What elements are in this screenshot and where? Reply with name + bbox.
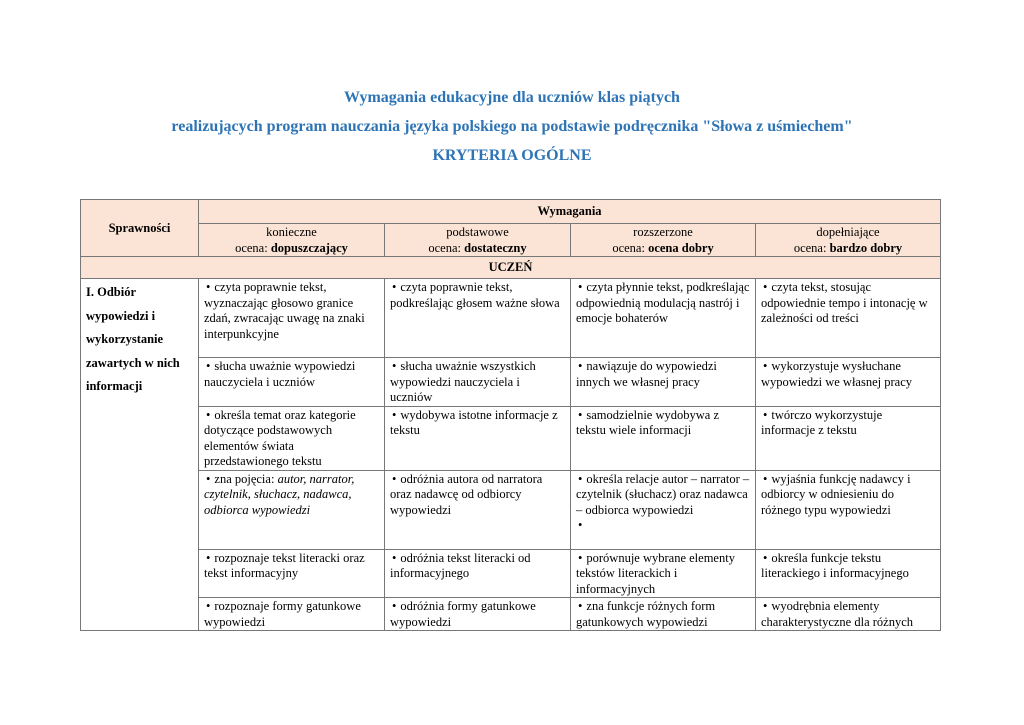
- table-row: [81, 358, 941, 407]
- header-row-levels: [81, 224, 941, 257]
- table-cell: • słucha uważnie wszystkich wypowiedzi nauczyciela i uczniów: [385, 358, 571, 407]
- document-title: Wymagania edukacyjne dla uczniów klas piątych: [344, 89, 680, 106]
- table-cell: • czyta poprawnie tekst, wyznaczając głosowo granice zdań, zwracając uwagę na znaki interpunkcyjne: [199, 279, 385, 358]
- table-cell: • nawiązuje do wypowiedzi innych we własnej pracy: [571, 358, 756, 407]
- student-label: UCZEŃ: [81, 257, 941, 279]
- table-cell: • rozpoznaje formy gatunkowe wypowiedzi: [199, 598, 385, 631]
- table-cell: • wyodrębnia elementy charakterystyczne dla różnych: [756, 598, 941, 631]
- table-cell: • czyta płynnie tekst, podkreślając odpowiednią modulacją nastrój i emocje bohaterów: [571, 279, 756, 358]
- table-cell: • twórczo wykorzystuje informacje z tekstu: [756, 406, 941, 470]
- level-header-4: dopełniające ocena: bardzo dobry: [756, 224, 941, 257]
- table-cell: • samodzielnie wydobywa z tekstu wiele informacji: [571, 406, 756, 470]
- level-header-3: rozszerzone ocena: ocena dobry: [571, 224, 756, 257]
- table-cell: • czyta poprawnie tekst, podkreślając głosem ważne słowa: [385, 279, 571, 358]
- level-header-1: konieczne ocena: dopuszczający: [199, 224, 385, 257]
- table-cell: • odróżnia tekst literacki od informacyjnego: [385, 549, 571, 598]
- header-skills: Sprawności: [81, 200, 199, 257]
- table-cell: • wydobywa istotne informacje z tekstu: [385, 406, 571, 470]
- table-cell: • określa funkcje tekstu literackiego i informacyjnego: [756, 549, 941, 598]
- table-cell: • określa temat oraz kategorie dotyczące podstawowych elementów świata przedstawionego tekstu: [199, 406, 385, 470]
- table-cell: • wykorzystuje wysłuchane wypowiedzi we własnej pracy: [756, 358, 941, 407]
- table-row: [81, 549, 941, 598]
- requirements-table: [80, 199, 941, 631]
- document-subtitle: realizujących program nauczania języka polskiego na podstawie podręcznika "Słowa z uśmiechem": [171, 118, 853, 135]
- table-cell: • zna funkcje różnych form gatunkowych wypowiedzi: [571, 598, 756, 631]
- table-cell: • rozpoznaje tekst literacki oraz tekst informacyjny: [199, 549, 385, 598]
- table-cell: • określa relacje autor – narrator – czytelnik (słuchacz) oraz nadawca – odbiorca wypowiedzi •: [571, 470, 756, 549]
- table-cell: • porównuje wybrane elementy tekstów literackich i informacyjnych: [571, 549, 756, 598]
- skill-cell: I. Odbiór wypowiedzi i wykorzystanie zawartych w nich informacji: [81, 279, 199, 631]
- table-cell: • odróżnia autora od narratora oraz nadawcę od odbiorcy wypowiedzi: [385, 470, 571, 549]
- header-row-requirements: [81, 200, 941, 224]
- student-row: [81, 257, 941, 279]
- header-requirements: Wymagania: [199, 200, 941, 224]
- table-row: [81, 279, 941, 358]
- table-row: [81, 598, 941, 631]
- section-heading: KRYTERIA OGÓLNE: [432, 147, 592, 164]
- table-cell: • odróżnia formy gatunkowe wypowiedzi: [385, 598, 571, 631]
- table-row: [81, 406, 941, 470]
- table-cell: • wyjaśnia funkcję nadawcy i odbiorcy w odniesieniu do różnego typu wypowiedzi: [756, 470, 941, 549]
- table-cell: • zna pojęcia: autor, narrator, czytelnik, słuchacz, nadawca, odbiorca wypowiedzi: [199, 470, 385, 549]
- table-cell: • słucha uważnie wypowiedzi nauczyciela i uczniów: [199, 358, 385, 407]
- level-header-2: podstawowe ocena: dostateczny: [385, 224, 571, 257]
- table-cell: • czyta tekst, stosując odpowiednie tempo i intonację w zależności od treści: [756, 279, 941, 358]
- table-row: [81, 470, 941, 549]
